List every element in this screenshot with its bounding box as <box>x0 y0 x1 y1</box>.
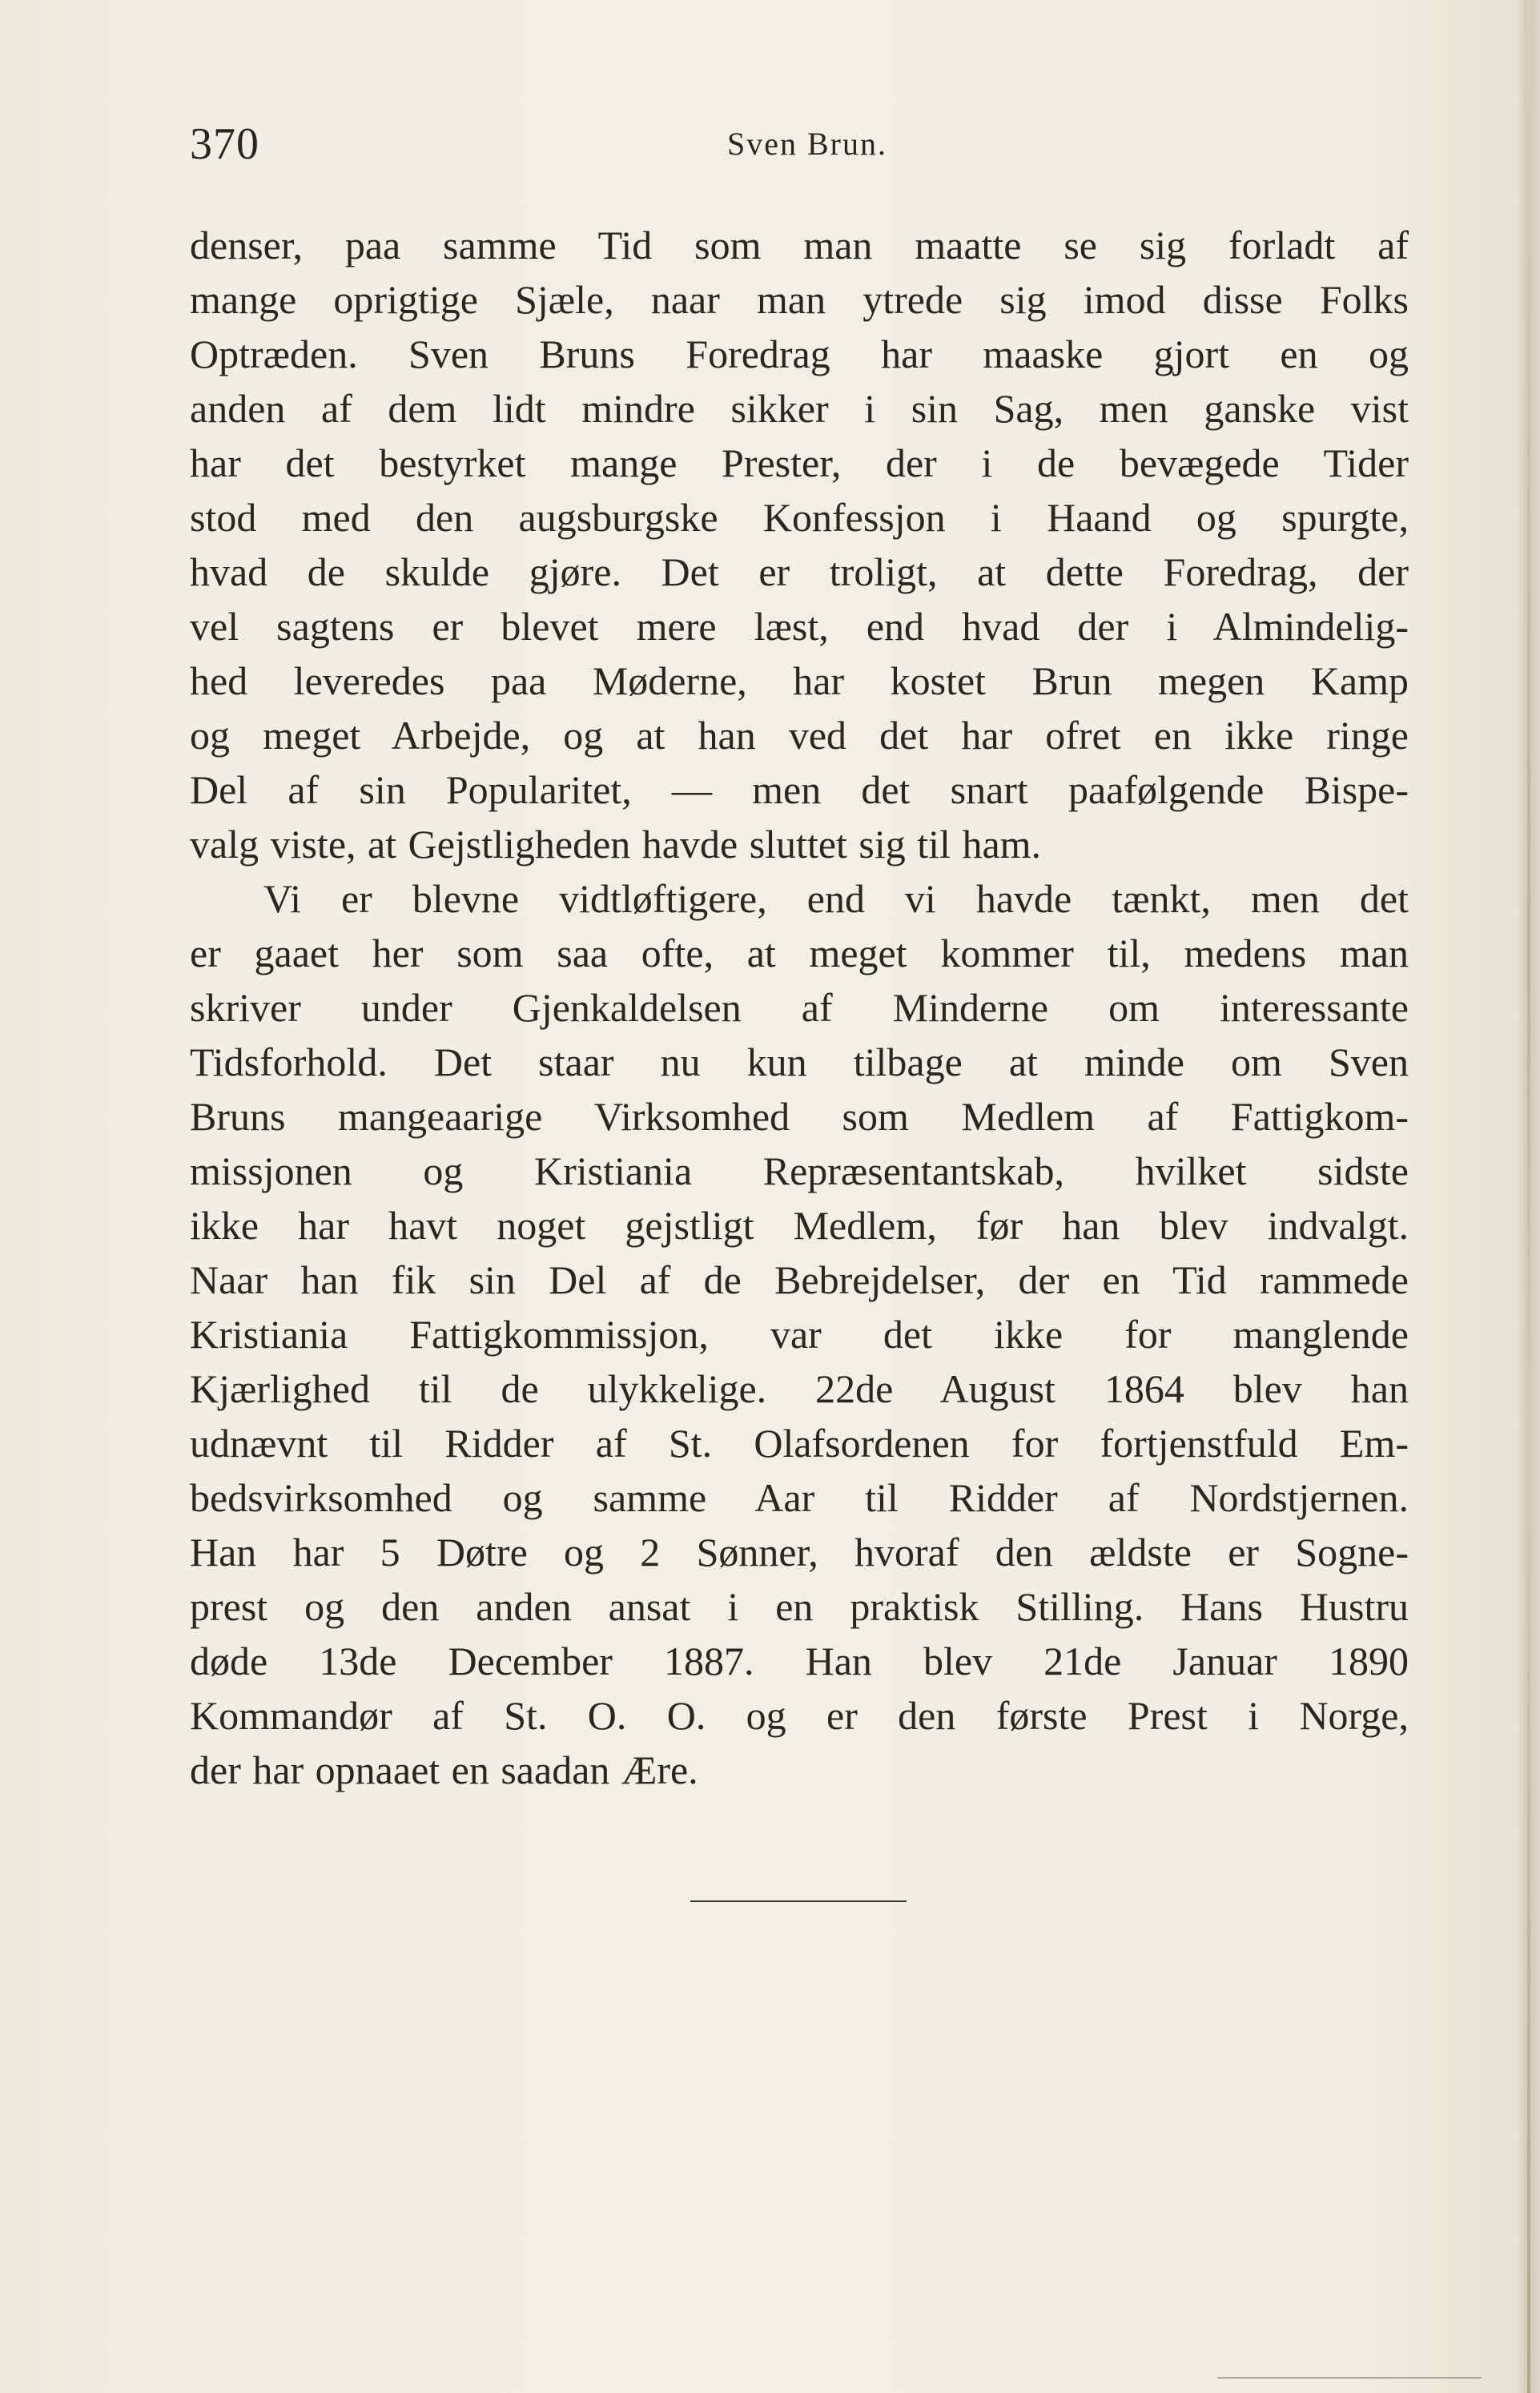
text-line: valg viste, at Gejstligheden havde sluttet sig til ham. <box>190 822 1042 867</box>
text-line: døde 13de December 1887. Han blev 21de Januar 1890 <box>190 1639 1409 1683</box>
text-line: Bruns mangeaarige Virksomhed som Medlem af Fattigkom- <box>190 1094 1409 1139</box>
text-line: Han har 5 Døtre og 2 Sønner, hvoraf den ældste er Sogne- <box>190 1530 1409 1575</box>
text-line: ikke har havt noget gejstligt Medlem, før han blev indvalgt. <box>190 1203 1409 1248</box>
running-head: Sven Brun. <box>727 126 887 162</box>
text-line: Kristiania Fattigkommissjon, var det ikke for manglende <box>190 1312 1409 1357</box>
text-line: Vi er blevne vidtløftigere, end vi havde tænkt, men det <box>263 876 1409 921</box>
text-line: er gaaet her som saa ofte, at meget kommer til, medens man <box>190 931 1409 975</box>
text-line: Kommandør af St. O. O. og er den første Prest i Norge, <box>190 1693 1409 1738</box>
text-line: vel sagtens er blevet mere læst, end hvad der i Almindelig- <box>190 604 1409 649</box>
section-end-rule <box>690 1900 907 1902</box>
text-line: Tidsforhold. Det staar nu kun tilbage at minde om Sven <box>190 1040 1409 1084</box>
text-line: hvad de skulde gjøre. Det er troligt, at dette Foredrag, der <box>190 549 1409 594</box>
text-line: skriver under Gjenkaldelsen af Minderne om interessante <box>190 985 1409 1030</box>
body-text <box>190 218 1409 1797</box>
text-line: bedsvirksomhed og samme Aar til Ridder af Nordstjernen. <box>190 1475 1409 1520</box>
page-number: 370 <box>190 119 259 169</box>
text-line: hed leveredes paa Møderne, har kostet Brun megen Kamp <box>190 658 1409 703</box>
text-line: har det bestyrket mange Prester, der i de bevægede Tider <box>190 440 1409 485</box>
page-header <box>190 112 1409 176</box>
text-line: udnævnt til Ridder af St. Olafsordenen for fortjenstfuld Em- <box>190 1421 1409 1466</box>
text-line: der har opnaaet en saadan Ære. <box>190 1747 698 1792</box>
text-line: Naar han fik sin Del af de Bebrejdelser, der en Tid rammede <box>190 1257 1409 1302</box>
text-line: anden af dem lidt mindre sikker i sin Sag, men ganske vist <box>190 386 1409 431</box>
bottom-edge-mark <box>1217 2377 1482 2379</box>
text-line: og meget Arbejde, og at han ved det har ofret en ikke ringe <box>190 713 1409 758</box>
page-edge-line <box>1527 0 1530 2393</box>
text-line: Optræden. Sven Bruns Foredrag har maaske gjort en og <box>190 332 1409 376</box>
text-line: missjonen og Kristiania Repræsentantskab, hvilket sidste <box>190 1148 1409 1193</box>
text-line: Del af sin Popularitet, — men det snart paafølgende Bispe- <box>190 767 1409 812</box>
text-line: denser, paa samme Tid som man maatte se sig forladt af <box>190 223 1409 267</box>
text-line: prest og den anden ansat i en praktisk Stilling. Hans Hustru <box>190 1584 1409 1629</box>
text-line: stod med den augsburgske Konfessjon i Haand og spurgte, <box>190 495 1409 540</box>
text-line: Kjærlighed til de ulykkelige. 22de August 1864 blev han <box>190 1366 1409 1411</box>
text-line: mange oprigtige Sjæle, naar man ytrede sig imod disse Folks <box>190 277 1409 322</box>
